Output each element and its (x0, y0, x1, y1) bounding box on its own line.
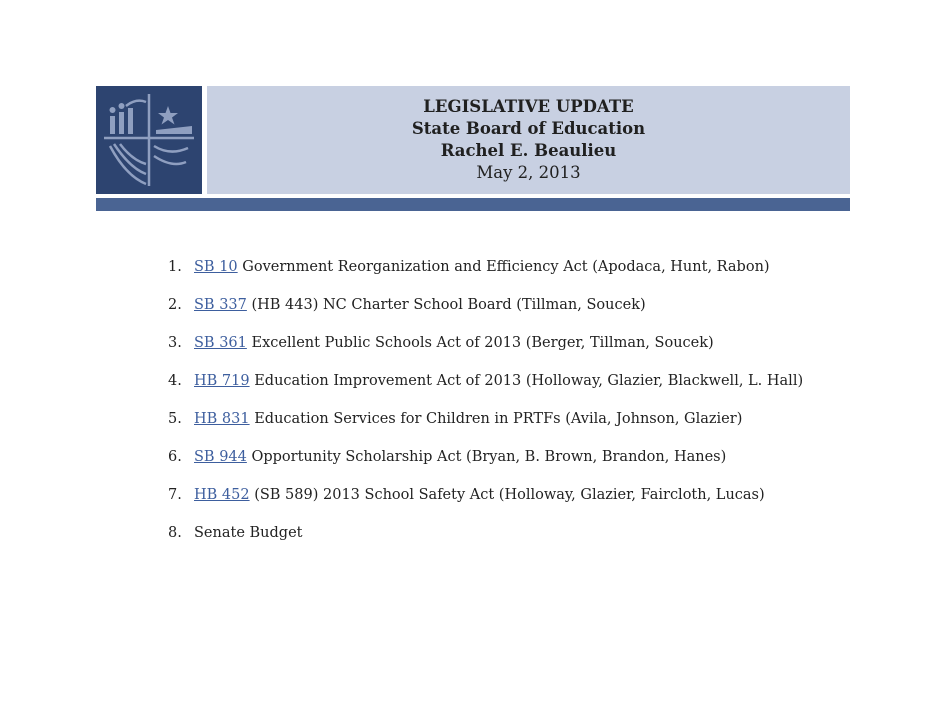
item-text: Education Improvement Act of 2013 (Holloway, Glazier, Blackwell, L. Hall) (249, 373, 804, 389)
item-text: (HB 443) NC Charter School Board (Tillman, Soucek) (246, 297, 646, 313)
bill-link[interactable]: SB 337 (194, 297, 247, 313)
agenda-item (168, 332, 803, 370)
agenda-item (168, 408, 803, 446)
item-text: Senate Budget (194, 525, 303, 541)
agenda-list (168, 256, 803, 560)
item-number: 4. (168, 373, 182, 389)
item-number: 8. (168, 525, 182, 541)
bill-link[interactable]: SB 944 (194, 449, 247, 465)
item-number: 3. (168, 335, 182, 351)
item-text: Opportunity Scholarship Act (Bryan, B. Brown, Brandon, Hanes) (246, 449, 727, 465)
board-name: State Board of Education (411, 119, 646, 138)
item-number: 1. (168, 259, 182, 275)
item-text: Government Reorganization and Efficiency Act (Apodaca, Hunt, Rabon) (237, 259, 770, 275)
agenda-item (168, 484, 803, 522)
header-title-block (207, 86, 850, 194)
agenda-item (168, 294, 803, 332)
item-text: Excellent Public Schools Act of 2013 (Berger, Tillman, Soucek) (246, 335, 714, 351)
bill-link[interactable]: HB 831 (194, 411, 250, 427)
presenter-name: Rachel E. Beaulieu (440, 141, 617, 160)
emblem-graphic (96, 86, 202, 194)
item-number: 5. (168, 411, 182, 427)
bill-link[interactable]: HB 452 (194, 487, 250, 503)
agenda-item (168, 256, 803, 294)
item-text: Education Services for Children in PRTFs (Avila, Johnson, Glazier) (249, 411, 743, 427)
item-number: 6. (168, 449, 182, 465)
agenda-item (168, 446, 803, 484)
document-date: May 2, 2013 (476, 163, 581, 182)
item-number: 2. (168, 297, 182, 313)
agenda-item (168, 522, 803, 560)
agenda-item (168, 370, 803, 408)
bill-link[interactable]: HB 719 (194, 373, 250, 389)
document-title: LEGISLATIVE UPDATE (423, 97, 634, 116)
item-number: 7. (168, 487, 182, 503)
state-board-emblem-icon (96, 86, 202, 194)
bill-link[interactable]: SB 361 (194, 335, 247, 351)
item-text: (SB 589) 2013 School Safety Act (Holloway, Glazier, Faircloth, Lucas) (249, 487, 765, 503)
bill-link[interactable]: SB 10 (194, 259, 238, 275)
header-divider (96, 198, 850, 211)
